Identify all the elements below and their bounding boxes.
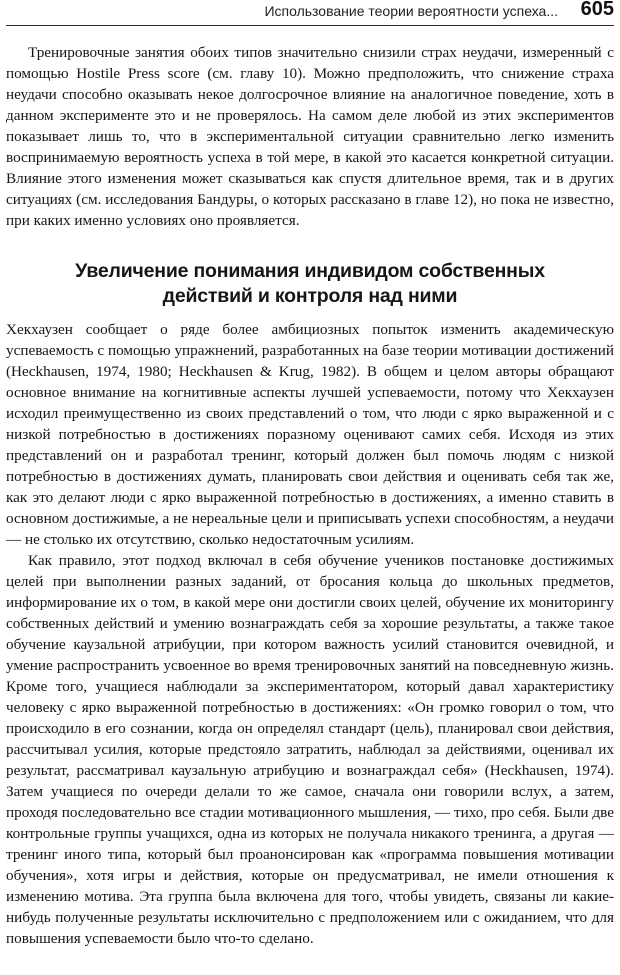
paragraph-1: Тренировочные занятия обоих типов значительно снизили страх неудачи, измеренный с помощью Hostile Press score (см. главу 10). Можно предположить, что снижение страха неудачи способно оказывать некое долгосрочное влияние на аналогичное поведение, хоть в данном эксперименте это и не проверялось. На самом деле любой из этих экспериментов показывает лишь то, что в экспериментальной ситуации сравнительно легко изменить воспринимаемую вероятность успеха в той мере, в какой это касается конкретной ситуации. Влияние этого изменения может сказываться как спустя длительное время, так и в других ситуациях (см. исследования Бандуры, о которых рассказано в главе 12), но пока не известно, при каких именно условиях оно проявляется. bbox=[6, 44, 614, 229]
section-heading-line-2: действий и контроля над ними bbox=[162, 285, 458, 307]
section-heading-line-1: Увеличение понимания индивидом собственных bbox=[75, 260, 545, 282]
header-rule bbox=[6, 25, 614, 26]
paragraph-2: Хекхаузен сообщает о ряде более амбициозных попыток изменить академическую успеваемость с помощью упражнений, разработанных на базе теории мотивации достижений (Heckhausen, 1974, 1980; Heckhausen & Krug, 1982). В общем и целом авторы обращают основное внимание на когнитивные аспекты лучшей успеваемости, потому что Хекхаузен исходил преимущественно из своих представлений о том, что люди с ярко выраженной и с низкой потребностью в достижениях поразному оценивают самих себя. Исходя из этих представлений он и разработал тренинг, который должен был помочь людям с низкой потребностью в достижениях думать, планировать свои действия и оценивать себя так же, как это делают люди с ярко выраженной потребностью в достижениях, а именно ставить в основном достижимые, а не нереальные цели и приписывать успехи способностям, а неудачи — не столько их отсутствию, сколько недостаточным усилиям. bbox=[6, 321, 614, 548]
running-header bbox=[0, 0, 620, 26]
section-heading bbox=[6, 259, 614, 309]
body-text bbox=[6, 42, 614, 949]
paragraph-3: Как правило, этот подход включал в себя обучение учеников постановке достижимых целей при выполнении разных заданий, от бросания кольца до школьных предметов, информирование их о том, в какой мере они достигли своих целей, обучение их мониторингу собственных действий и умению вознаграждать себя за хорошие результаты, а также такое обучение каузальной атрибуции, при котором важность усилий становится очевидной, и умение распространить усвоенное во время тренировочных занятий на повседневную жизнь. Кроме того, учащиеся наблюдали за экспериментатором, который давал характеристику человеку с ярко выраженной потребностью в достижениях: «Он громко говорил о том, что происходило в его сознании, когда он определял стандарт (цель), планировал свои действия, рассчитывал усилия, которые предстояло затратить, наблюдал за действиями, оценивал их результат, рассматривал каузальную атрибуцию и вознаграждал себя» (Heckhausen, 1974). Затем учащиеся по очереди делали то же самое, сначала они говорили вслух, а затем, проходя последовательно все стадии мотивационного мышления, — тихо, про себя. Были две контрольные группы учащихся, одна из которых не получала никакого тренинга, а другая — тренинг иного типа, который был проанонсирован как «программа повышения мотивации обучения», хотя игры и действия, которые он предусматривал, не имели отношения к изменению мотива. Эта группа была включена для того, чтобы увидеть, связаны ли какие-нибудь полученные результаты исключительно с предположением или с ожиданием, что для повышения успеваемости было что-то сделано. bbox=[6, 552, 614, 947]
running-title: Использование теории вероятности успеха... bbox=[264, 3, 558, 19]
page-number: 605 bbox=[580, 0, 614, 20]
